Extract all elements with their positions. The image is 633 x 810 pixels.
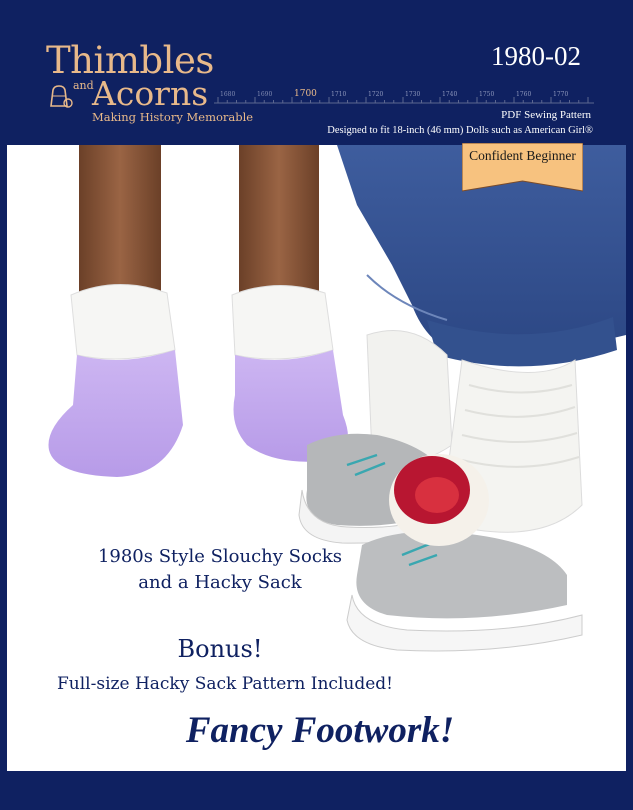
ruler-label: 1680: [220, 91, 236, 98]
bonus-heading: Bonus!: [177, 635, 263, 663]
description-line1: 1980s Style Slouchy Socks: [97, 546, 343, 567]
ruler-label: 1760: [516, 91, 532, 98]
brand-tagline: Making History Memorable: [92, 110, 254, 124]
fit-note: Designed to fit 18-inch (46 mm) Dolls such as American Girl®: [327, 125, 593, 136]
brand-name-and: and: [73, 79, 94, 92]
ruler-label: 1690: [257, 91, 273, 98]
ruler-label: 1700: [294, 89, 317, 99]
timeline-ruler: [214, 88, 594, 110]
description-line2: and a Hacky Sack: [138, 572, 302, 593]
ruler-label: 1770: [553, 91, 569, 98]
pattern-title: Fancy Footwork!: [185, 710, 455, 751]
ruler-label: 1710: [331, 91, 347, 98]
format-label: PDF Sewing Pattern: [501, 109, 591, 121]
pattern-number: 1980-02: [491, 41, 581, 71]
thimble-icon: [47, 84, 73, 108]
brand-name-line1: Thimbles: [46, 39, 214, 82]
skill-level-label: Confident Beginner: [469, 148, 576, 163]
ruler-label: 1730: [405, 91, 421, 98]
ruler-label: 1740: [442, 91, 458, 98]
ruler-label: 1720: [368, 91, 384, 98]
brand-name-line2: Acorns: [92, 74, 209, 113]
ruler-label: 1750: [479, 91, 495, 98]
bonus-detail: Full-size Hacky Sack Pattern Included!: [57, 674, 393, 694]
